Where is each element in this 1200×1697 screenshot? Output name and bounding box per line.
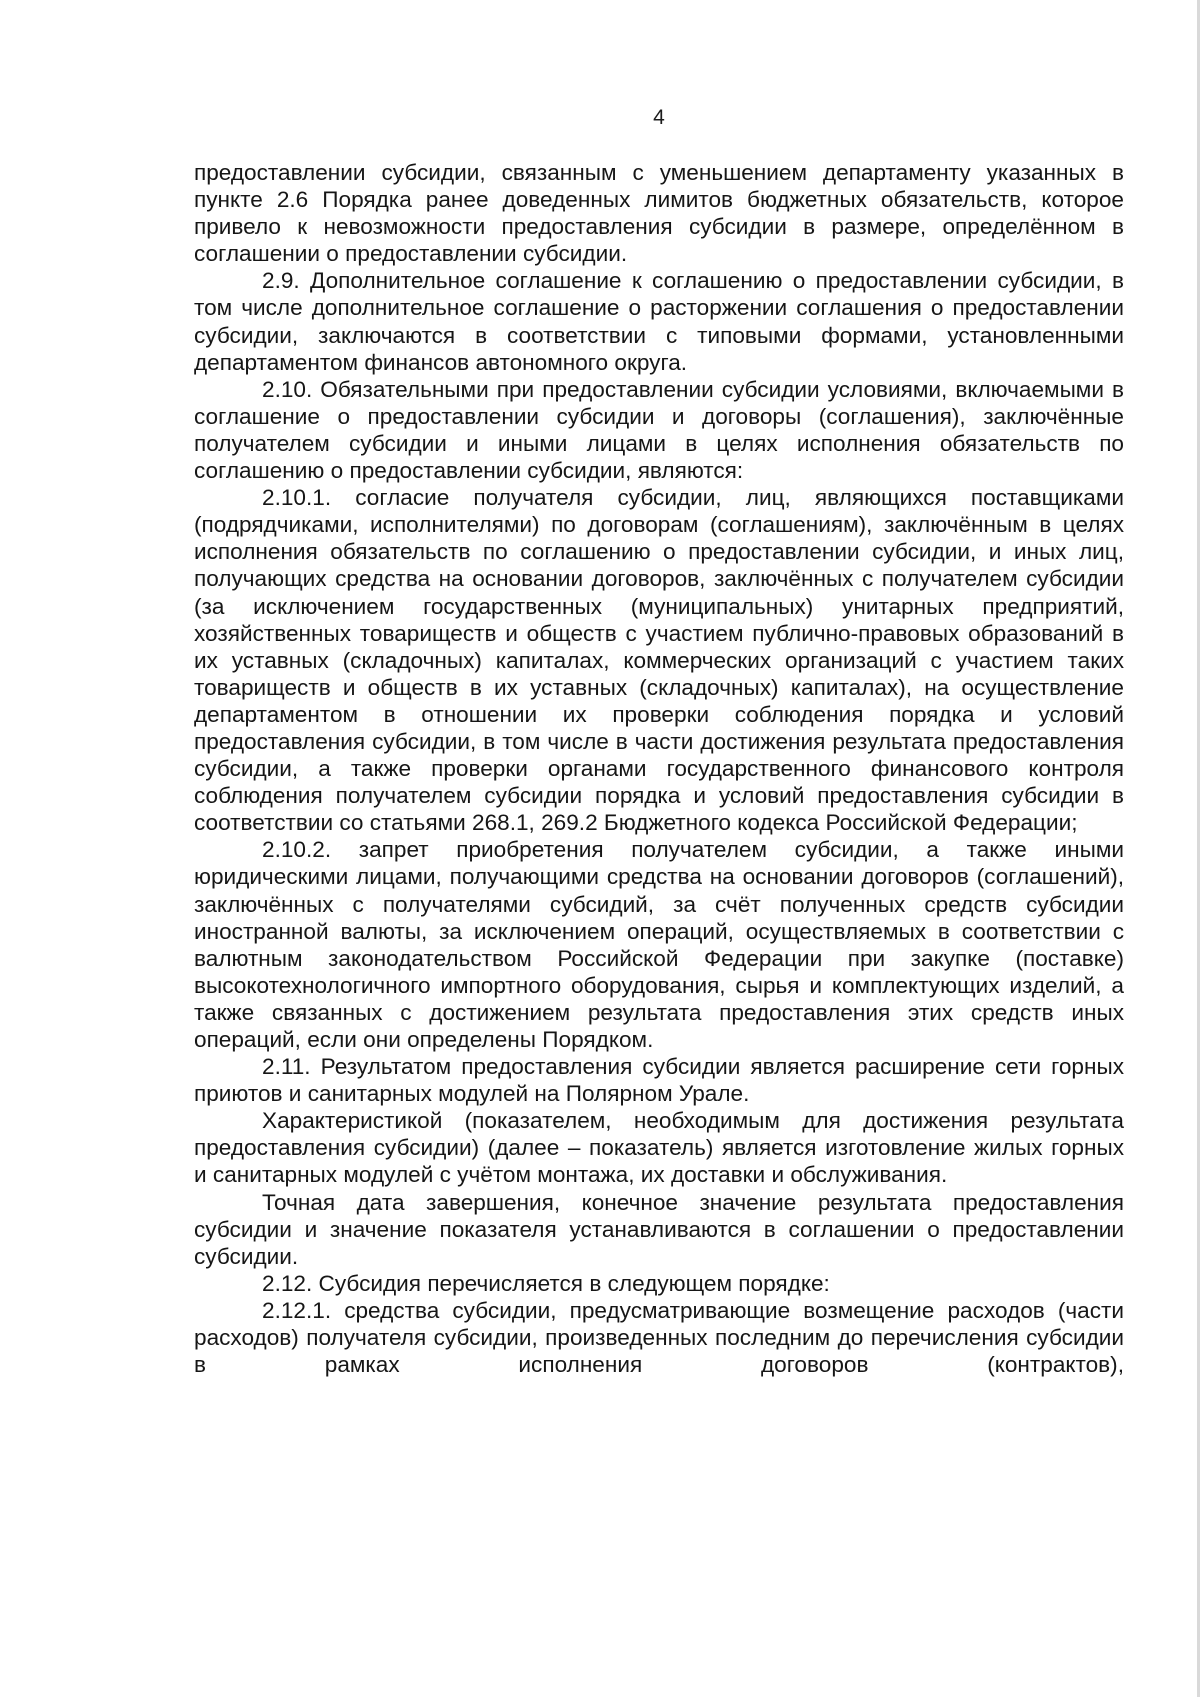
paragraph-2-10-2: 2.10.2. запрет приобретения получателем субсидии, а также иными юридическими лицами, получающими средства на основании договоров (соглашений), заключённых с получателями субсидий, за счёт полученных средств субсидии иностранной валюты, за исключением операций, осуществляемых в соответствии с валютным законодательством Российской Федерации при закупке (поставке) высокотехнологичного импортного оборудования, сырья и комплектующих изделий, а также связанных с достижением результата предоставления этих средств иных операций, если они определены Порядком. [194, 837, 1124, 1052]
document-body [194, 159, 1124, 1378]
paragraph-2-10-1: 2.10.1. согласие получателя субсидии, лиц, являющихся поставщиками (подрядчиками, исполнителями) по договорам (соглашениям), заключённым в целях исполнения обязательств по соглашению о предоставлении субсидии, и иных лиц, получающих средства на основании договоров, заключённых с получателем субсидии (за исключением государственных (муниципальных) унитарных предприятий, хозяйственных товариществ и обществ с участием публично-правовых образований в их уставных (складочных) капиталах, коммерческих организаций с участием таких товариществ и обществ в их уставных (складочных) капиталах), на осуществление департаментом в отношении их проверки соблюдения порядка и условий предоставления субсидии, в том числе в части достижения результата предоставления субсидии, а также проверки органами государственного финансового контроля соблюдения получателем субсидии порядка и условий предоставления субсидии в соответствии со статьями 268.1, 269.2 Бюджетного кодекса Российской Федерации; [194, 485, 1124, 836]
paragraph-2-11: 2.11. Результатом предоставления субсидии является расширение сети горных приютов и санитарных модулей на Полярном Урале. [194, 1054, 1124, 1107]
paragraph-2-12-1: 2.12.1. средства субсидии, предусматривающие возмещение расходов (части расходов) получателя субсидии, произведенных последним до перечисления субсидии в рамках исполнения договоров (контрактов), [194, 1297, 1124, 1378]
paragraph-2-12: 2.12. Субсидия перечисляется в следующем порядке: [262, 1270, 830, 1296]
paragraph-2-9: 2.9. Дополнительное соглашение к соглашению о предоставлении субсидии, в том числе дополнительное соглашение о расторжении соглашения о предоставлении субсидии, заключаются в соответствии с типовыми формами, установленными департаментом финансов автономного округа. [194, 268, 1124, 375]
paragraph-exact-date: Точная дата завершения, конечное значение результата предоставления субсидии и значение показателя устанавливаются в соглашении о предоставлении субсидии. [194, 1189, 1124, 1269]
paragraph-2-10: 2.10. Обязательными при предоставлении субсидии условиями, включаемыми в соглашение о предоставлении субсидии и договоры (соглашения), заключённые получателем субсидии и иными лицами в целях исполнения обязательств по соглашению о предоставлении субсидии, являются: [194, 376, 1124, 484]
page-number: 4 [653, 106, 665, 129]
paragraph-indicator: Характеристикой (показателем, необходимым для достижения результата предоставления субсидии) (далее – показатель) является изготовление жилых горных и санитарных модулей с учётом монтажа, их доставки и обслуживания. [194, 1108, 1124, 1188]
paragraph-continuation: предоставлении субсидии, связанным с уменьшением департаменту указанных в пункте 2.6 Порядка ранее доведенных лимитов бюджетных обязательств, которое привело к невозможности предоставления субсидии в размере, определённом в соглашении о предоставлении субсидии. [194, 160, 1124, 267]
